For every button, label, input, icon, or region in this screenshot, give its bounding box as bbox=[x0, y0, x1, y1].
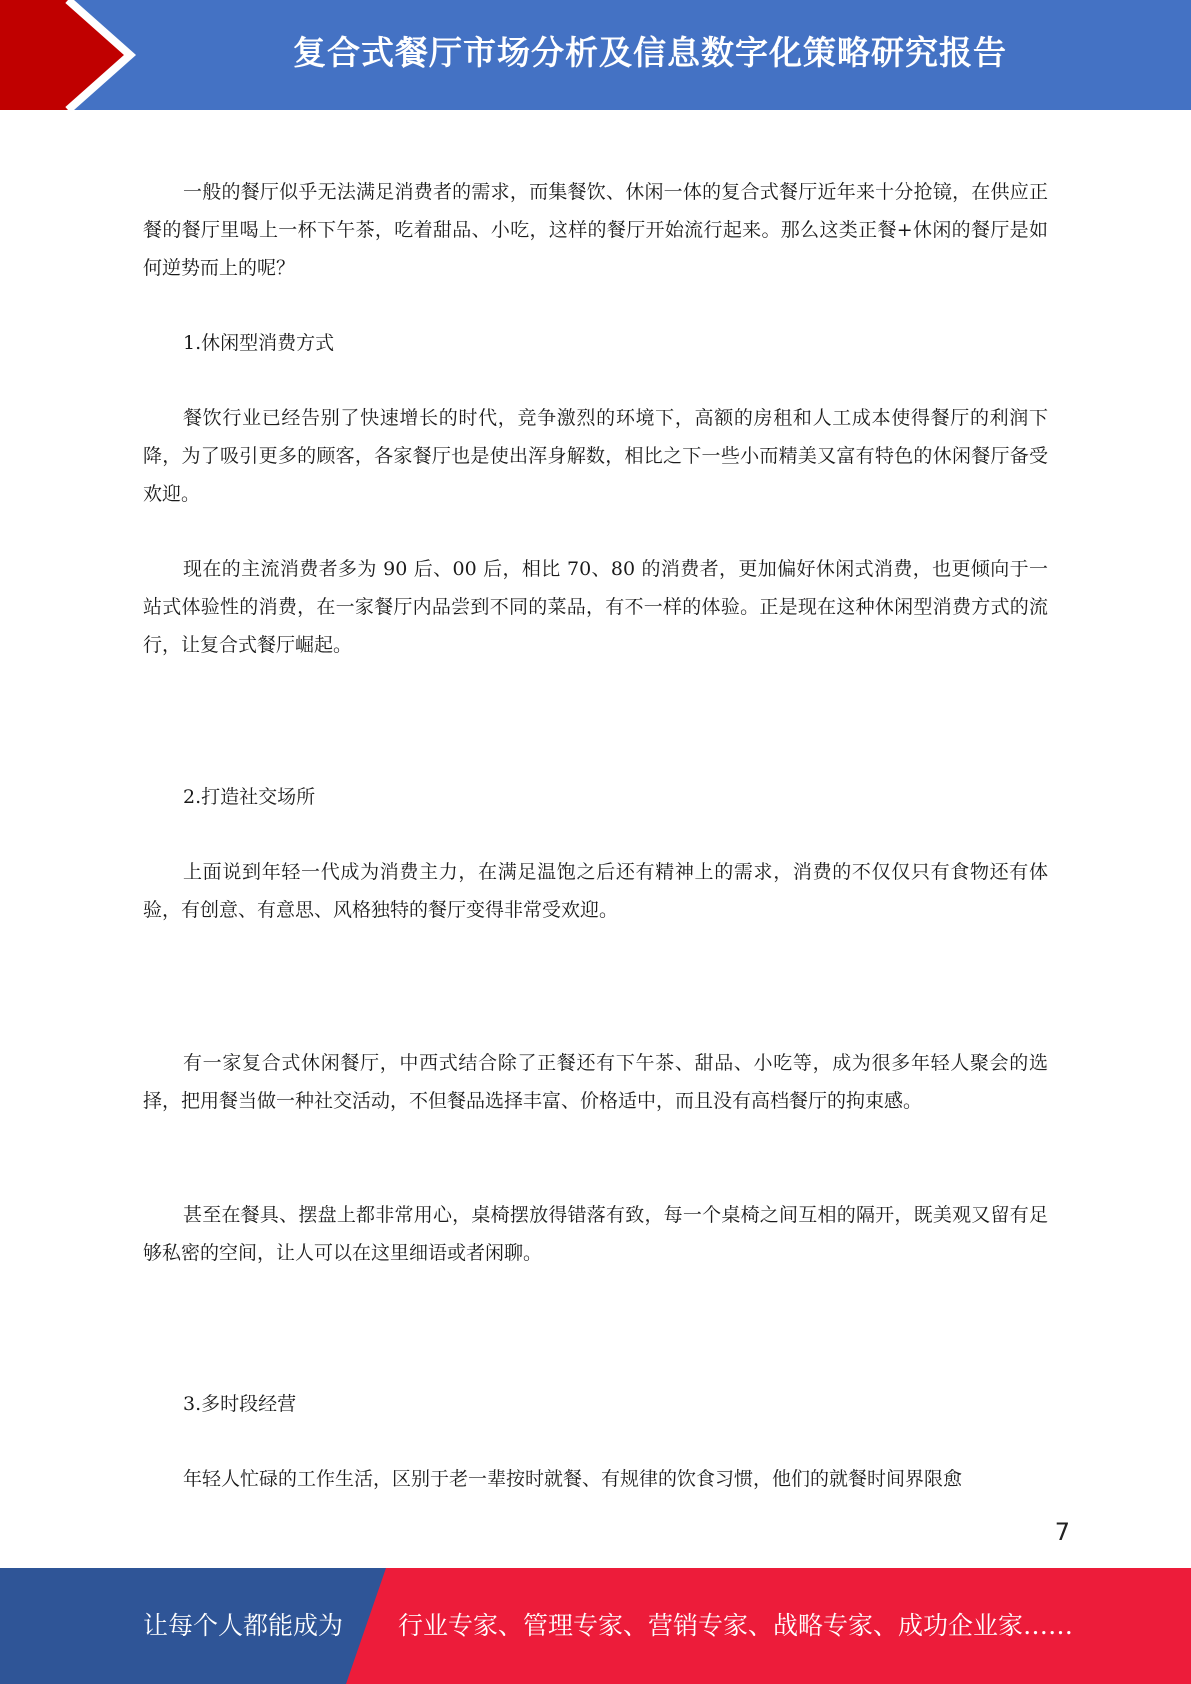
section-3-paragraph-1: 年轻人忙碌的工作生活，区别于老一辈按时就餐、有规律的饮食习惯，他们的就餐时间界限愈 bbox=[183, 1468, 963, 1490]
section-1-paragraph-1: 餐饮行业已经告别了快速增长的时代，竞争激烈的环境下，高额的房租和人工成本使得餐厅的利润下降，为了吸引更多的顾客，各家餐厅也是使出浑身解数，相比之下一些小而精美又富有特色的休闲餐厅备受欢迎。 bbox=[143, 407, 1048, 505]
section-1-paragraph-2: 现在的主流消费者多为 90 后、00 后，相比 70、80 的消费者，更加偏好休闲式消费，也更倾向于一站式体验性的消费，在一家餐厅内品尝到不同的菜品，有不一样的体验。正是现在这种休闲型消费方式的流行，让复合式餐厅崛起。 bbox=[143, 558, 1048, 656]
intro-paragraph: 一般的餐厅似乎无法满足消费者的需求，而集餐饮、休闲一体的复合式餐厅近年来十分抢镜，在供应正餐的餐厅里喝上一杯下午茶，吃着甜品、小吃，这样的餐厅开始流行起来。那么这类正餐+休闲的餐厅是如何逆势而上的呢？ bbox=[143, 181, 1048, 279]
footer-slogan-left: 让每个人都能成为 bbox=[143, 1611, 344, 1640]
header-banner bbox=[0, 0, 1191, 110]
section-2-paragraph-1: 上面说到年轻一代成为消费主力，在满足温饱之后还有精神上的需求，消费的不仅仅只有食物还有体验，有创意、有意思、风格独特的餐厅变得非常受欢迎。 bbox=[143, 861, 1048, 921]
report-title: 复合式餐厅市场分析及信息数字化策略研究报告 bbox=[293, 33, 1007, 72]
header-chevron-icon bbox=[0, 0, 160, 110]
page-number: 7 bbox=[1054, 1518, 1070, 1546]
section-heading-2: 2.打造社交场所 bbox=[183, 786, 316, 808]
section-heading-3: 3.多时段经营 bbox=[183, 1393, 297, 1415]
footer-banner bbox=[0, 1568, 1191, 1684]
footer-slogan-right: 行业专家、管理专家、营销专家、战略专家、成功企业家…… bbox=[398, 1611, 1074, 1640]
section-2-paragraph-3: 甚至在餐具、摆盘上都非常用心，桌椅摆放得错落有致，每一个桌椅之间互相的隔开，既美观又留有足够私密的空间，让人可以在这里细语或者闲聊。 bbox=[143, 1204, 1048, 1264]
section-heading-1: 1.休闲型消费方式 bbox=[183, 332, 335, 354]
section-2-paragraph-2: 有一家复合式休闲餐厅，中西式结合除了正餐还有下午茶、甜品、小吃等，成为很多年轻人聚会的选择，把用餐当做一种社交活动，不但餐品选择丰富、价格适中，而且没有高档餐厅的拘束感。 bbox=[143, 1052, 1048, 1112]
